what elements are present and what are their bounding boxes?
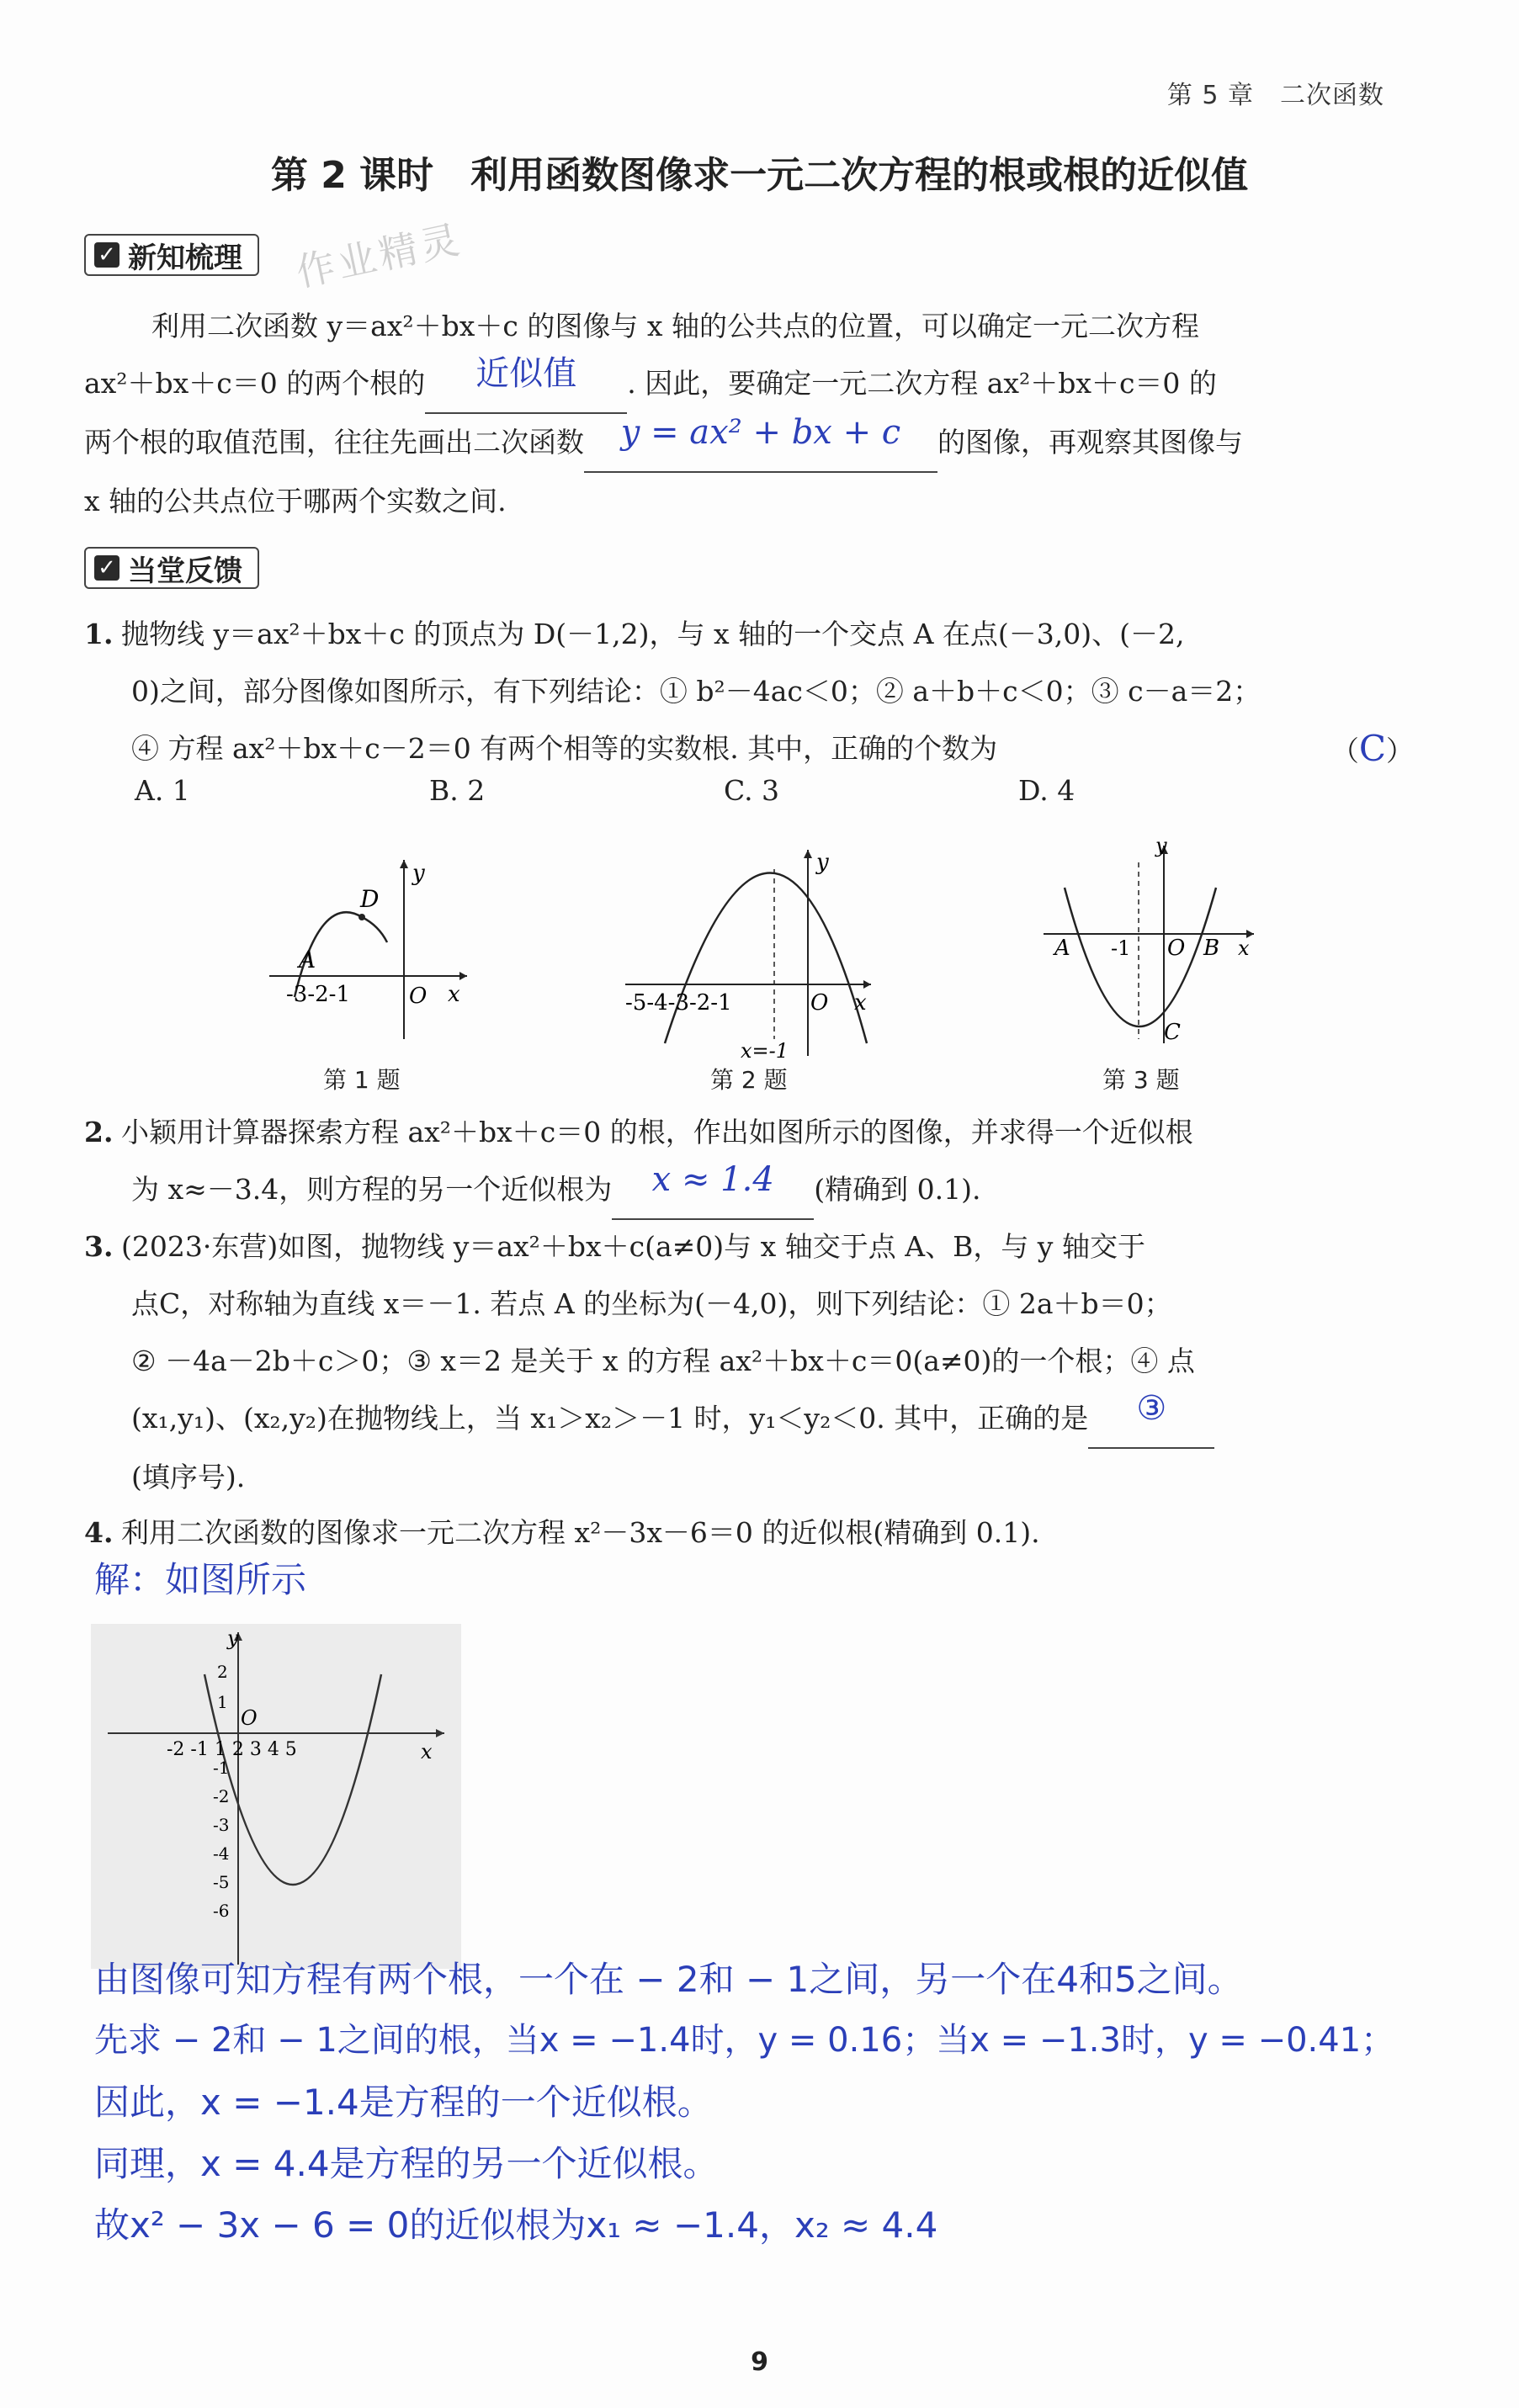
- figure-2-caption: 第 2 题: [710, 1066, 788, 1094]
- vertex-point: [359, 914, 365, 920]
- para-line-3: 两个根的取值范围，往往先画出二次函数 y = ax² + bx + c 的图像，再观察其图像与: [84, 414, 1397, 473]
- question-4: 4. 利用二次函数的图像求一元二次方程 x²－3x－6＝0 的近似根(精确到 0.1).: [84, 1516, 1040, 1549]
- figure-1-caption: 第 1 题: [323, 1066, 401, 1094]
- para-line-4: x 轴的公共点位于哪两个实数之间.: [84, 485, 507, 517]
- label-a: A: [299, 946, 316, 973]
- label-c: C: [1164, 1020, 1181, 1045]
- solution-graph-photo: [91, 1624, 461, 1969]
- figure-1: [261, 850, 480, 1052]
- label-x: x: [421, 1740, 433, 1764]
- lesson-title: 第 2 课时 利用函数图像求一元二次方程的根或根的近似值: [270, 154, 1249, 197]
- label-origin: O: [409, 984, 428, 1009]
- choice-a: A. 1: [135, 774, 190, 807]
- choice-c: C. 3: [724, 774, 780, 807]
- question-1: 1. 抛物线 y＝ax²＋bx＋c 的顶点为 D(－1,2)，与 x 轴的一个交点 A 在点(－3,0)、(－2, 0)之间，部分图像如图所示，有下列结论：① b²－4ac＜0；② a＋b＋c＜0；③ c－a＝2； ④ 方程 ax²＋bx＋c－2＝0 有两个相等的实数根. 其中，正确的个数为 （C）: [84, 606, 1414, 777]
- tick-labels: -3-2-1: [286, 982, 350, 1007]
- handwritten-answer: y = ax² + bx + c: [620, 413, 901, 452]
- handwritten-answer: x ≈ 1.4: [651, 1160, 774, 1199]
- watermark: 作业精灵: [292, 215, 467, 296]
- solution-line-3: 因此，x = −1.4是方程的一个近似根。: [94, 2082, 713, 2123]
- question-2: 2. 小颖用计算器探索方程 ax²＋bx＋c＝0 的根，作出如图所示的图像，并求得一个近似根 为 x≈－3.4，则方程的另一个近似根为 x ≈ 1.4 (精确到 0.1).: [84, 1104, 1414, 1220]
- parabola-curve: [204, 1674, 381, 1885]
- label-x: x: [448, 982, 460, 1007]
- y-tick: -2: [213, 1786, 230, 1806]
- blank-answer: [1088, 1390, 1214, 1449]
- label-y: y: [412, 861, 425, 886]
- label-a: A: [1054, 936, 1070, 961]
- para-line-1: 利用二次函数 y＝ax²＋bx＋c 的图像与 x 轴的公共点的位置，可以确定一元二次方程: [151, 310, 1199, 342]
- label-y: y: [816, 850, 829, 875]
- q1-choices: [135, 774, 1313, 807]
- blank-function: [584, 414, 937, 473]
- para-line-2: ax²＋bx＋c＝0 的两个根的 近似值 . 因此，要确定一元二次方程 ax²＋bx＋c＝0 的: [84, 355, 1397, 414]
- y-tick: 1: [217, 1692, 228, 1712]
- choice-b: B. 2: [429, 774, 486, 807]
- solution-line-4: 同理，x = 4.4是方程的另一个近似根。: [94, 2143, 719, 2184]
- label-y: y: [1155, 837, 1167, 857]
- label-d: D: [360, 885, 380, 913]
- y-tick: -3: [213, 1815, 230, 1835]
- y-tick: -5: [213, 1872, 230, 1892]
- label-origin: O: [810, 990, 829, 1016]
- knowledge-paragraph: [84, 298, 1397, 530]
- solution-graph: [91, 1624, 461, 1969]
- label-y: y: [227, 1626, 239, 1650]
- checkbox-icon: ✓: [94, 555, 120, 581]
- section-label: 新知梳理: [128, 241, 242, 275]
- page-number: 9: [751, 2347, 768, 2377]
- tick-labels: -5-4-3-2-1: [625, 990, 732, 1016]
- answer-parentheses: （C）: [1330, 728, 1414, 769]
- tick-label: -1: [1111, 936, 1131, 960]
- section-tag-new-knowledge: [84, 234, 259, 276]
- label-origin: O: [1167, 936, 1186, 961]
- label-x: x: [1238, 936, 1250, 960]
- solution-line-2: 先求 − 2和 − 1之间的根，当x = −1.4时，y = 0.16；当x = −1.3时，y = −0.41；: [94, 2021, 1395, 2060]
- label-origin: O: [241, 1706, 258, 1730]
- solution-intro: 解：如图所示: [94, 1559, 307, 1600]
- handwritten-answer: ③: [1136, 1389, 1167, 1428]
- solution-line-1: 由图像可知方程有两个根，一个在 − 2和 − 1之间，另一个在4和5之间。: [94, 1959, 1243, 2000]
- chapter-header: 第 5 章 二次函数: [1166, 81, 1384, 110]
- y-tick: -4: [213, 1843, 230, 1864]
- choice-d: D. 4: [1018, 774, 1076, 807]
- handwritten-answer: 近似值: [475, 354, 577, 393]
- checkbox-icon: ✓: [94, 242, 120, 268]
- blank-answer: [612, 1161, 814, 1220]
- section-label: 当堂反馈: [128, 554, 242, 588]
- parabola-curve: [1065, 888, 1216, 1026]
- y-tick: -1: [213, 1758, 230, 1778]
- y-tick: -6: [213, 1901, 230, 1921]
- x-tick-labels: -2 -1 1 2 3 4 5: [167, 1739, 297, 1760]
- section-tag-feedback: [84, 547, 259, 589]
- question-3: 3. (2023·东营)如图，抛物线 y＝ax²＋bx＋c(a≠0)与 x 轴交于点 A、B，与 y 轴交于 点C，对称轴为直线 x＝－1. 若点 A 的坐标为(－4,0)，则下列结论：① 2a＋b＝0； ② －4a－2b＋c＞0；③ x＝2 是关于 x 的方程 ax²＋bx＋c＝0(a≠0)的一个根；④ 点 (x₁,y₁)、(x₂,y₂)在抛物线上，当 x₁＞x₂＞－1 时，y₁＜y₂＜0. 其中，正确的是 ③ (填序号).: [84, 1218, 1414, 1506]
- y-tick: 2: [217, 1662, 228, 1682]
- label-b: B: [1203, 936, 1220, 961]
- handwritten-answer: C: [1358, 728, 1386, 769]
- figure-3: [1039, 837, 1262, 1064]
- figure-3-caption: 第 3 题: [1102, 1066, 1180, 1094]
- label-x: x: [854, 990, 867, 1016]
- solution-line-5: 故x² − 3x − 6 = 0的近似根为x₁ ≈ −1.4，x₂ ≈ 4.4: [94, 2204, 938, 2246]
- axis-label: x=-1: [741, 1039, 789, 1063]
- parabola-curve: [665, 873, 867, 1044]
- figure-2: [619, 837, 879, 1064]
